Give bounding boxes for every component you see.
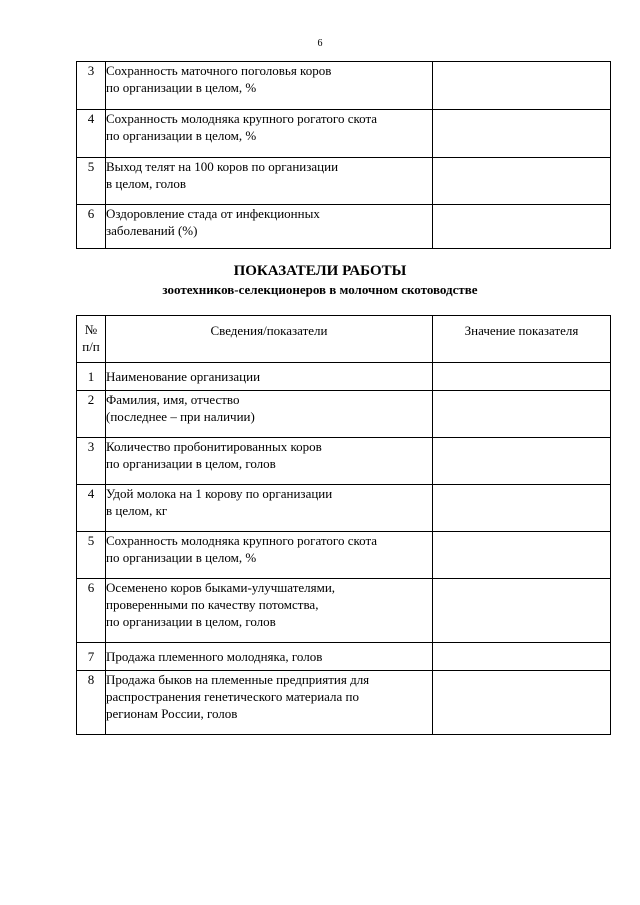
header-number <box>77 316 106 363</box>
value-cell[interactable] <box>433 205 611 249</box>
description-line: в целом, голов <box>106 176 187 191</box>
table-row <box>77 671 611 735</box>
value-cell[interactable] <box>433 671 611 735</box>
page-number: 6 <box>317 38 323 49</box>
row-number: 1 <box>77 363 106 391</box>
header-number-line: п/п <box>82 339 100 354</box>
value-cell[interactable] <box>433 485 611 532</box>
description-line: регионам России, голов <box>106 706 238 721</box>
table-header-row <box>77 316 611 363</box>
header-number-line: № <box>84 322 98 337</box>
value-cell[interactable] <box>433 62 611 110</box>
row-description <box>106 579 433 643</box>
row-number: 7 <box>77 643 106 671</box>
description-line: (последнее – при наличии) <box>106 409 255 424</box>
row-description <box>106 391 433 438</box>
description-line: проверенными по качеству потомства, <box>106 597 319 612</box>
table-row <box>77 158 611 205</box>
value-cell[interactable] <box>433 158 611 205</box>
table-row <box>77 62 611 110</box>
table-row <box>77 643 611 671</box>
row-number: 2 <box>77 391 106 438</box>
description-line: Оздоровление стада от инфекционных <box>106 206 320 221</box>
row-number: 3 <box>77 438 106 485</box>
description-line: Сохранность маточного поголовья коров <box>106 63 332 78</box>
description-line: Осеменено коров быками-улучшателями, <box>106 580 336 595</box>
description-line: Сохранность молодняка крупного рогатого скота <box>106 111 378 126</box>
row-description <box>106 62 433 110</box>
value-cell[interactable] <box>433 363 611 391</box>
description-line: Продажа быков на племенные предприятия для <box>106 672 370 687</box>
row-number: 6 <box>77 205 106 249</box>
row-description <box>106 643 433 671</box>
row-description <box>106 363 433 391</box>
description-line: Количество пробонитированных коров <box>106 439 322 454</box>
table-row <box>77 485 611 532</box>
row-number: 8 <box>77 671 106 735</box>
top-indicators-table <box>76 61 611 249</box>
table-row <box>77 391 611 438</box>
row-description <box>106 110 433 158</box>
table-row <box>77 532 611 579</box>
description-line: распространения генетического материала по <box>106 689 360 704</box>
description-line: по организации в целом, % <box>106 128 257 143</box>
row-number: 3 <box>77 62 106 110</box>
row-description <box>106 158 433 205</box>
table-row <box>77 579 611 643</box>
row-number: 5 <box>77 532 106 579</box>
description-line: по организации в целом, % <box>106 80 257 95</box>
row-description <box>106 671 433 735</box>
value-cell[interactable] <box>433 532 611 579</box>
description-line: по организации в целом, голов <box>106 456 276 471</box>
value-cell[interactable] <box>433 110 611 158</box>
description-line: Сохранность молодняка крупного рогатого скота <box>106 533 378 548</box>
table-row <box>77 110 611 158</box>
description-line: в целом, кг <box>106 503 168 518</box>
description-line: Фамилия, имя, отчество <box>106 392 240 407</box>
row-number: 6 <box>77 579 106 643</box>
section-subtitle: зоотехников-селекционеров в молочном скотоводстве <box>162 282 478 297</box>
description-line: Продажа племенного молодняка, голов <box>106 649 323 664</box>
description-line: Наименование организации <box>106 369 261 384</box>
description-line: Удой молока на 1 корову по организации <box>106 486 333 501</box>
value-cell[interactable] <box>433 643 611 671</box>
header-description: Сведения/показатели <box>106 316 433 363</box>
table-row <box>77 205 611 249</box>
description-line: по организации в целом, голов <box>106 614 276 629</box>
description-line: Выход телят на 100 коров по организации <box>106 159 339 174</box>
row-description <box>106 532 433 579</box>
row-number: 4 <box>77 110 106 158</box>
row-number: 4 <box>77 485 106 532</box>
table-row <box>77 363 611 391</box>
section-title: ПОКАЗАТЕЛИ РАБОТЫ <box>233 263 407 279</box>
header-value: Значение показателя <box>433 316 611 363</box>
table-row <box>77 438 611 485</box>
value-cell[interactable] <box>433 438 611 485</box>
row-description <box>106 205 433 249</box>
description-line: заболеваний (%) <box>106 223 198 238</box>
value-cell[interactable] <box>433 391 611 438</box>
row-description <box>106 438 433 485</box>
row-description <box>106 485 433 532</box>
value-cell[interactable] <box>433 579 611 643</box>
description-line: по организации в целом, % <box>106 550 257 565</box>
selection-indicators-table <box>76 315 611 735</box>
row-number: 5 <box>77 158 106 205</box>
